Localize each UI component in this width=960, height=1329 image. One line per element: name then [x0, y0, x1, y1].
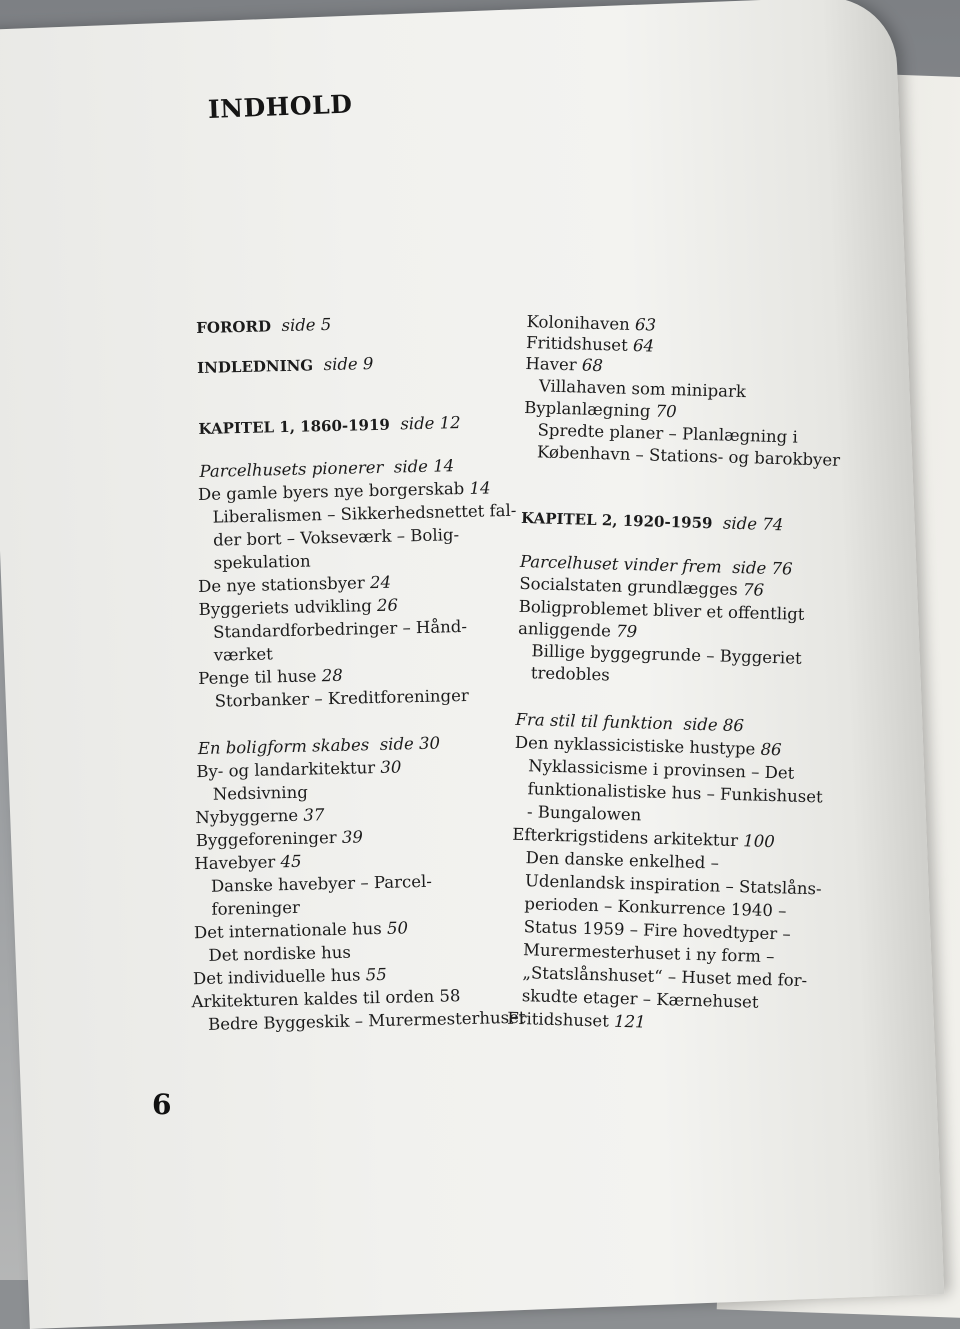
toc-entry: Havebyer 45 — [194, 851, 302, 874]
toc-section-fra-stil-til-funktion: Fra stil til funktion side 86 — [515, 709, 745, 736]
toc-subentry: skudte etager – Kærnehuset — [521, 986, 759, 1012]
toc-subentry: Spredte planer – Planlægning i — [537, 420, 799, 447]
toc-entry: Socialstaten grundlægges 76 — [519, 573, 765, 600]
toc-entry: Efterkrigstidens arkitektur 100 — [512, 824, 776, 852]
toc-entry-forord: FORORD side 5 — [196, 314, 332, 337]
toc-subentry: perioden – Konkurrence 1940 – — [524, 894, 787, 921]
toc-subentry: Danske havebyer – Parcel- — [210, 871, 433, 896]
toc-entry: Nybyggerne 37 — [195, 805, 325, 828]
toc-entry: Byggeforeninger 39 — [195, 827, 364, 851]
toc-subentry: foreninger — [211, 897, 301, 919]
toc-section-en-boligform-skabes: En boligform skabes side 30 — [197, 733, 441, 759]
toc-subentry: tredobles — [530, 663, 610, 685]
toc-entry: Byggeriets udvikling 26 — [198, 595, 399, 620]
toc-subentry: Villahaven som minipark — [538, 376, 747, 402]
toc-subentry: spekulation — [213, 551, 311, 573]
toc-subentry: Status 1959 – Fire hovedtyper – — [523, 917, 791, 944]
toc-subentry: Murermesterhuset i ny form – — [522, 940, 775, 967]
toc-entry: anliggende 79 — [517, 618, 638, 642]
toc-subentry: Nedsivning — [212, 782, 308, 804]
toc-subentry: Den danske enkelhed – — [525, 848, 720, 873]
toc-subentry: Det nordiske hus — [208, 942, 352, 965]
toc-entry: Fritidshuset 64 — [525, 332, 655, 356]
toc-entry: Penge til huse 28 — [198, 665, 343, 689]
toc-entry: Det internationale hus 50 — [193, 918, 409, 943]
toc-entry: Den nyklassicistiske hustype 86 — [514, 732, 782, 760]
toc-subentry: der bort – Vokseværk – Bolig- — [212, 525, 460, 550]
page-number: 6 — [152, 1088, 172, 1121]
toc-subentry: Liberalismen – Sikkerhedsnettet fal- — [212, 500, 517, 527]
toc-entry: Det individuelle hus 55 — [192, 964, 387, 989]
toc-subentry: Billige byggegrunde – Byggeriet — [531, 641, 802, 668]
toc-entry: Haver 68 — [525, 353, 604, 376]
toc-entry: Kolonihaven 63 — [526, 311, 657, 335]
toc-entry-kapitel-2: KAPITEL 2, 1920-1959 side 74 — [520, 508, 784, 535]
toc-subentry: Bedre Byggeskik – Murermesterhuset — [207, 1007, 526, 1034]
toc-entry: De nye stationsbyer 24 — [197, 572, 392, 597]
toc-entry: Boligproblemet bliver et offentligt — [518, 596, 805, 624]
toc-subentry: Standardforbedringer – Hånd- — [212, 616, 468, 642]
toc-subentry: Storbanker – Kreditforeninger — [214, 685, 469, 711]
toc-entry-indledning: INDLEDNING side 9 — [196, 353, 374, 377]
toc-section-parcelhuset-vinder-frem: Parcelhuset vinder frem side 76 — [519, 551, 793, 579]
toc-subentry: „Statslånshuset“ – Huset med for- — [522, 963, 808, 991]
toc-entry: Byplanlægning 70 — [524, 397, 677, 422]
toc-subentry: funktionalistiske hus – Funkishuset — [527, 779, 823, 807]
toc-entry: By- og landarkitektur 30 — [196, 757, 402, 782]
toc-subentry: Udenlandsk inspiration – Statslåns- — [524, 871, 822, 899]
toc-subentry: værket — [213, 644, 274, 665]
toc-entry: De gamle byers nye borgerskab 14 — [197, 478, 491, 504]
page-title: INDHOLD — [207, 89, 353, 124]
toc-entry: Arkitekturen kaldes til orden 58 — [191, 986, 461, 1012]
toc-subentry: - Bungalowen — [526, 802, 642, 825]
toc-entry: Fritidshuset 121 — [506, 1008, 646, 1032]
toc-entry-kapitel-1: KAPITEL 1, 1860-1919 side 12 — [198, 413, 461, 438]
toc-subentry: Nyklassicisme i provinsen – Det — [528, 756, 795, 783]
toc-section-parcelhusets-pionerer: Parcelhusets pionerer side 14 — [199, 456, 455, 481]
toc-subentry: København – Stations- og barokbyer — [536, 442, 841, 470]
